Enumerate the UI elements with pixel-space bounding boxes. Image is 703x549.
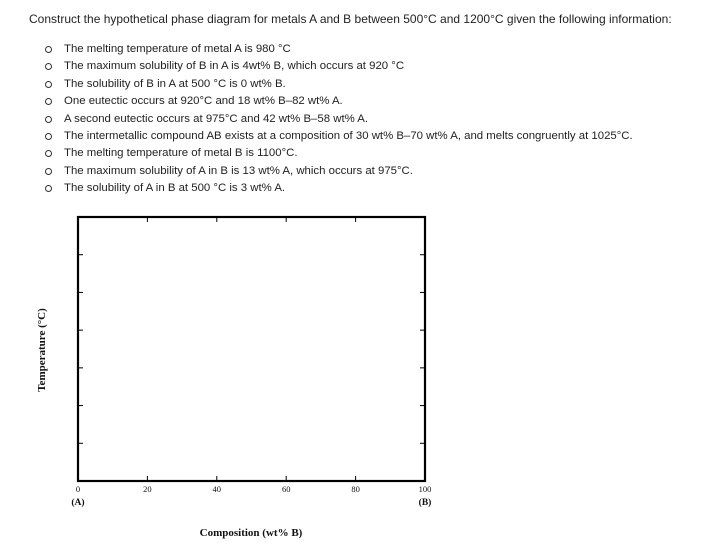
bullet-icon [45,185,52,192]
list-item: A second eutectic occurs at 975°C and 42 wt% B–58 wt% A. [45,111,685,128]
end-label-b: (B) [418,498,432,508]
question-text: Construct the hypothetical phase diagram for metals A and B between 500°C and 1200°C given the following information: [29,12,672,26]
list-item: The intermetallic compound AB exists at a composition of 30 wt% B–70 wt% A, and melts congruently at 1025°C. [45,128,685,145]
y-axis-label: Temperature (°C) [36,308,48,392]
blank-phase-diagram [0,200,703,549]
list-item: The melting temperature of metal B is 1100°C. [45,145,685,162]
bullet-icon [45,150,52,157]
x-axis-label: Composition (wt% B) [199,527,303,539]
bullet-icon [45,98,52,105]
list-item: The solubility of A in B at 500 °C is 3 wt% A. [45,180,685,197]
list-item: The melting temperature of metal A is 980 °C [45,41,685,58]
given-information-list [45,41,685,198]
bullet-icon [45,168,52,175]
end-label-a: (A) [71,498,85,508]
x-tick-label: 20 [143,484,152,494]
x-tick-label: 80 [351,484,360,494]
bullet-icon [45,133,52,140]
x-tick-label: 0 [75,484,81,494]
list-item: One eutectic occurs at 920°C and 18 wt% B–82 wt% A. [45,93,685,110]
bullet-icon [45,116,52,123]
x-tick-label: 60 [281,484,291,494]
bullet-icon [45,63,52,70]
list-item: The maximum solubility of A in B is 13 wt% A, which occurs at 975°C. [45,163,685,180]
list-item: The maximum solubility of B in A is 4wt% B, which occurs at 920 °C [45,58,685,75]
bullet-icon [45,81,52,88]
plot-frame [78,217,425,481]
bullet-icon [45,46,52,53]
x-tick-label: 40 [212,484,222,494]
x-tick-labels [76,484,432,494]
axis-ticks [78,217,425,481]
list-item: The solubility of B in A at 500 °C is 0 wt% B. [45,76,685,93]
x-tick-label: 100 [418,484,432,494]
